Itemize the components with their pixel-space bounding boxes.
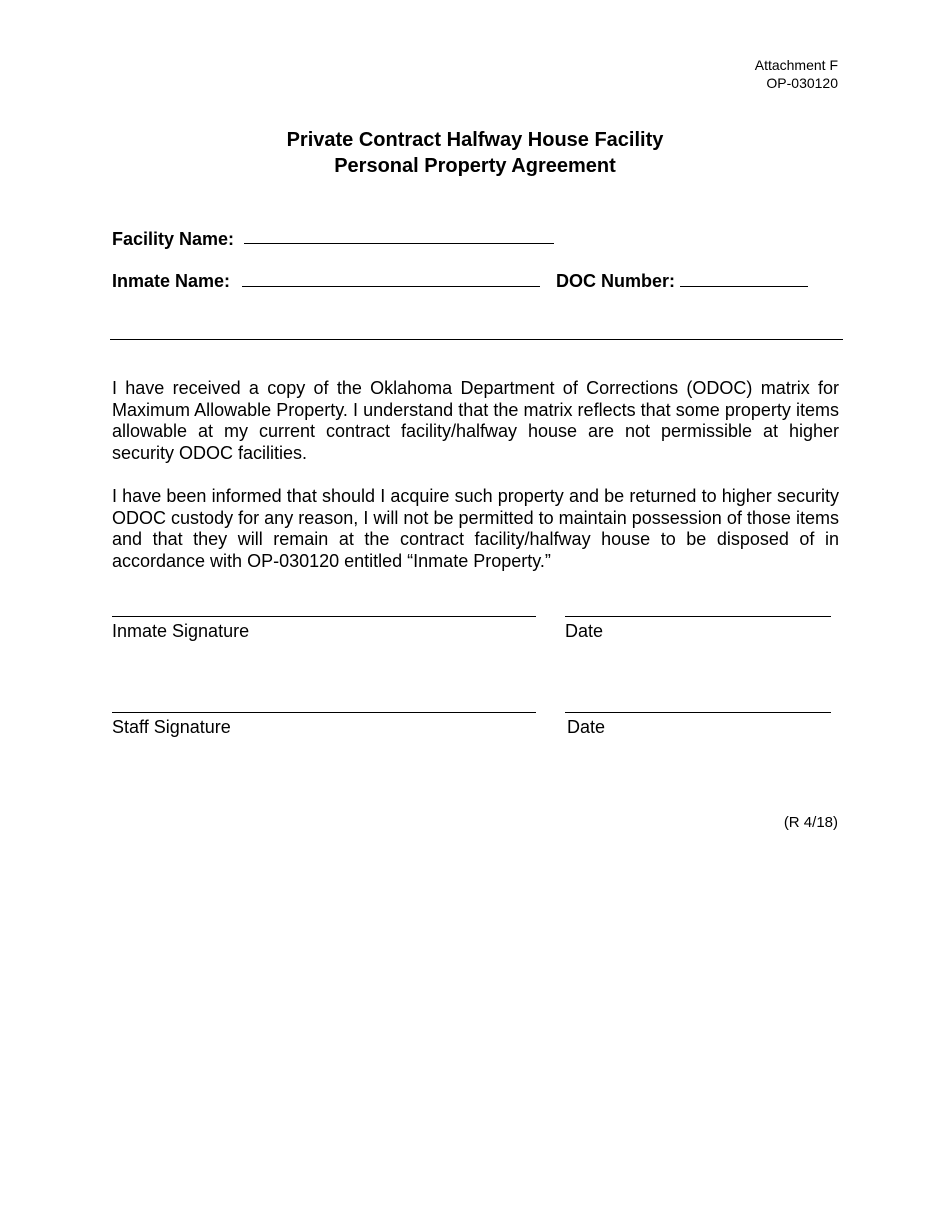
section-divider (110, 339, 843, 340)
inmate-name-field[interactable] (242, 286, 540, 287)
agreement-paragraph-1: I have received a copy of the Oklahoma Department of Corrections (ODOC) matrix for Maximum Allowable Property. I understand that the matrix reflects that some property items allowable at my current contract facility/halfway house are not permissible at higher security ODOC facilities. (112, 378, 839, 463)
inmate-date-label: Date (565, 621, 604, 641)
attachment-label: Attachment F (754, 57, 838, 73)
form-title (0, 127, 950, 179)
inmate-date-line[interactable] (565, 616, 831, 617)
doc-number-field[interactable] (680, 286, 808, 287)
inmate-name-label: Inmate Name: (112, 271, 231, 291)
inmate-signature-label: Inmate Signature (112, 621, 250, 641)
agreement-paragraph-2: I have been informed that should I acquire such property and be returned to higher security ODOC custody for any reason, I will not be permitted to maintain possession of those items and that they will remain at the contract facility/halfway house to be disposed of in accordance with OP-030120 entitled “Inmate Property.” (112, 486, 839, 571)
form-title-line-2: Personal Property Agreement (334, 155, 616, 177)
staff-signature-line[interactable] (112, 712, 536, 713)
form-title-line-1: Private Contract Halfway House Facility (286, 129, 664, 151)
facility-name-field[interactable] (244, 243, 554, 244)
policy-number: OP-030120 (766, 75, 838, 91)
facility-name-label: Facility Name: (112, 229, 235, 249)
doc-number-label: DOC Number: (556, 271, 676, 291)
revision-date: (R 4/18) (783, 814, 838, 831)
staff-signature-label: Staff Signature (112, 717, 231, 737)
inmate-signature-line[interactable] (112, 616, 536, 617)
attachment-header (755, 56, 838, 92)
staff-date-line[interactable] (565, 712, 831, 713)
staff-date-label: Date (567, 717, 606, 737)
